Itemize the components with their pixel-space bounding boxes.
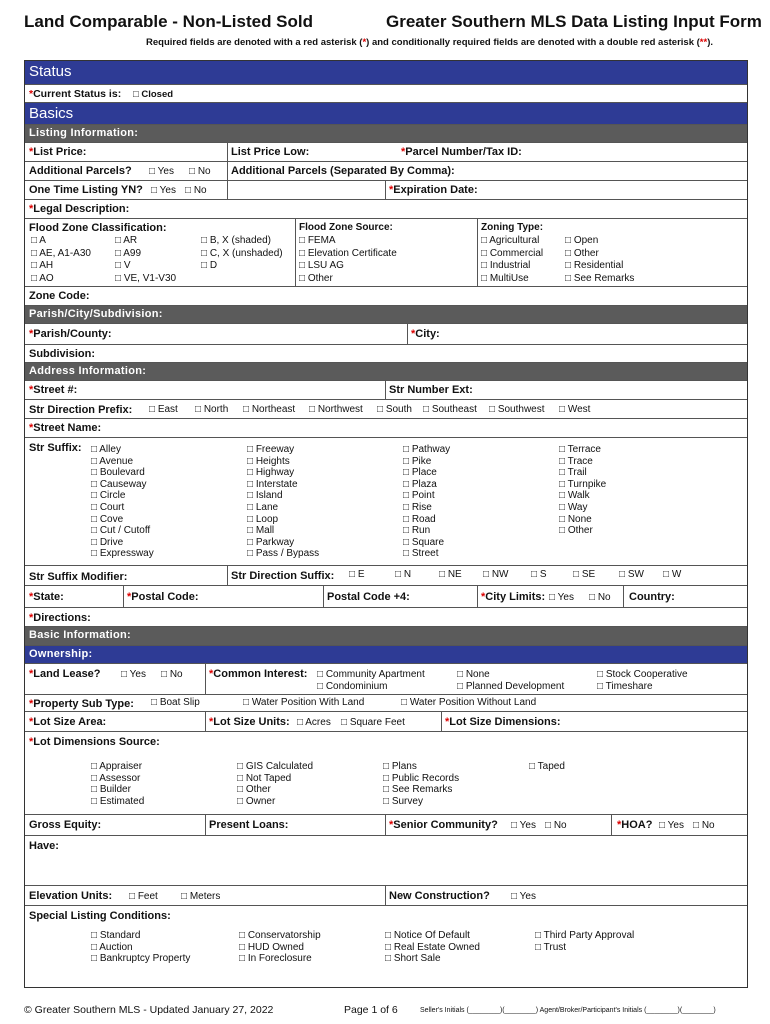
zone-code-row — [25, 287, 747, 306]
zoning-see-remarks[interactable]: □ See Remarks — [565, 272, 635, 284]
flood-classification-label: Flood Zone Classification: — [29, 222, 167, 234]
legal-label: Legal Description: — [33, 203, 130, 215]
postal4-label: Postal Code +4: — [327, 591, 410, 603]
required-note: Required fields are denoted with a red asterisk (*) and conditionally required fields are denoted with a double red asterisk (**). — [146, 37, 713, 48]
present-loans-label: Present Loans: — [209, 819, 289, 831]
list-price-label: List Price: — [33, 146, 87, 158]
zone-code-label: Zone Code: — [29, 290, 90, 302]
senior-no[interactable]: □ No — [545, 820, 567, 831]
src-gis[interactable]: □ GIS Calculated — [237, 761, 314, 772]
ci-condominium[interactable]: □ Condominium — [317, 681, 388, 692]
flood-source-label: Flood Zone Source: — [299, 222, 393, 233]
prefix-west[interactable]: □ West — [559, 404, 591, 415]
new-construction-label: New Construction? — [389, 890, 490, 902]
suffix-dir-nw[interactable]: □ NW — [483, 569, 509, 580]
form-subtitle: Greater Southern MLS Data Listing Input Form — [386, 12, 762, 31]
suffix-place[interactable]: □ Place — [403, 467, 437, 479]
suffix-lane[interactable]: □ Lane — [247, 501, 279, 513]
zoning-other[interactable]: □ Other — [565, 247, 599, 259]
suffix-pass[interactable]: □ Pass / Bypass — [247, 548, 320, 560]
sub-type-water-with-land[interactable]: □ Water Position With Land — [243, 697, 365, 708]
zoning-label: Zoning Type: — [481, 222, 544, 233]
land-lease-yes[interactable]: □ Yes — [121, 669, 146, 680]
dir-prefix-label: Str Direction Prefix: — [29, 404, 133, 416]
zoning-industrial[interactable]: □ Industrial — [481, 260, 531, 271]
lot-dims-source-row: *Lot Dimensions Source: □ Appraiser □ Assessor □ Builder □ Estimated □ GIS Calculated □ Not Taped □ Other □ Owner □ Plans □ Public Records □ See Remarks □ Survey □ Taped — [25, 732, 747, 815]
hoa-no[interactable]: □ No — [693, 820, 715, 831]
suffix-trail[interactable]: □ Trail — [559, 467, 587, 479]
source-lsu[interactable]: □ LSU AG — [299, 260, 344, 271]
suffix-expressway[interactable]: □ Expressway — [91, 548, 154, 560]
prefix-southeast[interactable]: □ Southeast — [423, 404, 477, 415]
flood-ar[interactable]: □ AR — [115, 235, 138, 246]
flood-c[interactable]: □ C, X (unshaded) — [201, 247, 283, 259]
have-label: Have: — [29, 840, 59, 852]
sp-hud-owned[interactable]: □ HUD Owned — [239, 941, 304, 953]
sp-notice-of-default[interactable]: □ Notice Of Default — [385, 930, 470, 941]
city-limits-label: City Limits: — [485, 591, 546, 603]
sp-bankruptcy[interactable]: □ Bankruptcy Property — [91, 953, 191, 965]
suffix-road[interactable]: □ Road — [403, 513, 436, 525]
flood-d[interactable]: □ D — [201, 260, 218, 271]
footer-initials: Seller's Initials (________)(________) Agent/Broker/Participant's Initials (________)(________) — [420, 1007, 716, 1014]
have-row — [25, 836, 747, 886]
additional-parcels-row — [25, 162, 747, 181]
suffix-other[interactable]: □ Other — [559, 525, 593, 537]
src-see-remarks[interactable]: □ See Remarks — [383, 784, 453, 796]
one-time-label: One Time Listing YN? — [29, 184, 143, 196]
zoning-multiuse[interactable]: □ MultiUse — [481, 272, 529, 284]
additional-parcels-label: Additional Parcels? — [29, 165, 132, 177]
prefix-northeast[interactable]: □ Northeast — [243, 404, 296, 415]
list-price-low-label: List Price Low: — [231, 146, 310, 158]
land-lease-label: Land Lease? — [33, 668, 101, 680]
suffix-causeway[interactable]: □ Causeway — [91, 478, 147, 490]
sp-in-foreclosure[interactable]: □ In Foreclosure — [239, 953, 312, 965]
src-public-records[interactable]: □ Public Records — [383, 772, 460, 784]
suffix-pike[interactable]: □ Pike — [403, 455, 432, 467]
suffix-rise[interactable]: □ Rise — [403, 501, 432, 513]
suffix-way[interactable]: □ Way — [559, 501, 588, 513]
suffix-terrace[interactable]: □ Terrace — [559, 444, 601, 455]
sub-type-boat-slip[interactable]: □ Boat Slip — [151, 697, 200, 708]
one-time-row: One Time Listing YN? □ Yes □ No *Expiration Date: — [25, 181, 747, 200]
ci-timeshare[interactable]: □ Timeshare — [597, 681, 653, 692]
gross-equity-label: Gross Equity: — [29, 819, 102, 831]
suffix-cove[interactable]: □ Cove — [91, 513, 124, 525]
flood-ae[interactable]: □ AE, A1-A30 — [31, 247, 91, 259]
list-price-row: *List Price: List Price Low: *Parcel Number/Tax ID: — [25, 143, 747, 162]
suffix-loop[interactable]: □ Loop — [247, 513, 279, 525]
zoning-residential[interactable]: □ Residential — [565, 260, 624, 271]
src-owner[interactable]: □ Owner — [237, 795, 276, 807]
parish-section-header: Parish/City/Subdivision: — [25, 306, 747, 324]
sp-conservatorship[interactable]: □ Conservatorship — [239, 930, 321, 941]
subdivision-row — [25, 345, 747, 363]
new-construction-yes[interactable]: □ Yes — [511, 891, 536, 902]
prefix-north[interactable]: □ North — [195, 404, 229, 415]
gross-equity-row: Gross Equity: Present Loans: *Senior Community? □ Yes □ No *HOA? □ Yes □ No — [25, 815, 747, 836]
flood-zone-row — [25, 219, 747, 287]
flood-ao[interactable]: □ AO — [31, 272, 54, 284]
suffix-point[interactable]: □ Point — [403, 490, 435, 502]
suffix-dir-se[interactable]: □ SE — [573, 569, 596, 580]
suffix-drive[interactable]: □ Drive — [91, 536, 124, 548]
footer-page: Page 1 of 6 — [344, 1004, 398, 1016]
sub-type-row: *Property Sub Type: □ Boat Slip □ Water Position With Land □ Water Position Without Land — [25, 695, 747, 712]
suffix-alley[interactable]: □ Alley — [91, 444, 121, 455]
additional-parcels-yes[interactable]: □ Yes — [149, 166, 174, 177]
flood-a[interactable]: □ A — [31, 235, 46, 246]
state-label: State: — [33, 591, 64, 603]
suffix-label: Str Suffix: — [29, 442, 82, 454]
suffix-heights[interactable]: □ Heights — [247, 455, 290, 467]
suffix-none[interactable]: □ None — [559, 513, 592, 525]
suffix-avenue[interactable]: □ Avenue — [91, 455, 134, 467]
suffix-cutoff[interactable]: □ Cut / Cutoff — [91, 525, 151, 537]
suffix-circle[interactable]: □ Circle — [91, 490, 126, 502]
ci-planned-development[interactable]: □ Planned Development — [457, 681, 565, 692]
suffix-mall[interactable]: □ Mall — [247, 525, 275, 537]
city-label: City: — [415, 328, 440, 340]
source-elevation[interactable]: □ Elevation Certificate — [299, 247, 397, 259]
prefix-south[interactable]: □ South — [377, 404, 412, 415]
suffix-island[interactable]: □ Island — [247, 490, 283, 502]
legal-row: *Legal Description: — [25, 200, 747, 219]
lot-size-units-label: Lot Size Units: — [213, 716, 290, 728]
hoa-yes[interactable]: □ Yes — [659, 820, 684, 831]
sub-type-water-without-land[interactable]: □ Water Position Without Land — [401, 697, 537, 708]
suffix-dir-n[interactable]: □ N — [395, 569, 412, 580]
units-square-feet[interactable]: □ Square Feet — [341, 717, 405, 728]
lot-dims-label: Lot Size Dimensions: — [449, 716, 561, 728]
src-plans[interactable]: □ Plans — [383, 761, 417, 772]
listing-info-header: Listing Information: — [25, 125, 747, 143]
directions-label: Directions: — [33, 612, 91, 624]
one-time-no[interactable]: □ No — [185, 185, 207, 196]
closed-checkbox[interactable]: □ Closed — [133, 89, 174, 100]
prefix-southwest[interactable]: □ Southwest — [489, 404, 545, 415]
expiration-label: Expiration Date: — [393, 184, 478, 196]
sp-short-sale[interactable]: □ Short Sale — [385, 953, 441, 965]
src-assessor[interactable]: □ Assessor — [91, 772, 141, 784]
str-number-ext-label: Str Number Ext: — [389, 384, 473, 396]
src-estimated[interactable]: □ Estimated — [91, 795, 145, 807]
street-name-label: Street Name: — [33, 422, 102, 434]
zoning-commercial[interactable]: □ Commercial — [481, 247, 544, 259]
source-other[interactable]: □ Other — [299, 272, 333, 284]
additional-parcels-no[interactable]: □ No — [189, 166, 211, 177]
ownership-header: Ownership: — [25, 646, 747, 664]
elevation-meters[interactable]: □ Meters — [181, 891, 221, 902]
postal-label: Postal Code: — [131, 591, 199, 603]
sp-third-party-approval[interactable]: □ Third Party Approval — [535, 930, 635, 941]
status-section-header: Status — [25, 61, 747, 85]
src-appraiser[interactable]: □ Appraiser — [91, 761, 143, 772]
hoa-label: HOA? — [621, 819, 653, 831]
street-name-row: *Street Name: — [25, 419, 747, 438]
form-title: Land Comparable - Non-Listed Sold — [24, 12, 314, 31]
suffix-dir-sw[interactable]: □ SW — [619, 569, 644, 580]
suffix-walk[interactable]: □ Walk — [559, 490, 590, 502]
sp-standard[interactable]: □ Standard — [91, 930, 141, 941]
parish-county-label: Parish/County: — [33, 328, 112, 340]
prefix-northwest[interactable]: □ Northwest — [309, 404, 363, 415]
prefix-east[interactable]: □ East — [149, 404, 178, 415]
suffix-boulevard[interactable]: □ Boulevard — [91, 467, 145, 479]
land-lease-row: *Land Lease? □ Yes □ No *Common Interest: □ Community Apartment □ Condominium □ None □ Planned Development □ Stock Cooperative □ Timeshare — [25, 664, 747, 695]
suffix-pathway[interactable]: □ Pathway — [403, 444, 451, 455]
directions-row: *Directions: — [25, 608, 747, 627]
address-section-header: Address Information: — [25, 363, 747, 381]
country-label: Country: — [629, 591, 675, 603]
special-conditions-label: Special Listing Conditions: — [29, 910, 171, 922]
elevation-row — [25, 886, 747, 906]
src-survey[interactable]: □ Survey — [383, 795, 423, 807]
lot-dims-source-label: Lot Dimensions Source: — [33, 736, 160, 748]
sp-auction[interactable]: □ Auction — [91, 941, 133, 953]
special-conditions-row — [25, 906, 747, 988]
suffix-freeway[interactable]: □ Freeway — [247, 444, 295, 455]
suffix-dir-s[interactable]: □ S — [531, 569, 547, 580]
one-time-yes[interactable]: □ Yes — [151, 185, 176, 196]
additional-parcels-comma-label: Additional Parcels (Separated By Comma): — [231, 165, 455, 177]
city-limits-yes[interactable]: □ Yes — [549, 592, 574, 603]
suffix-street[interactable]: □ Street — [403, 548, 439, 560]
state-row: *State: *Postal Code: Postal Code +4: *City Limits: □ Yes □ No Country: — [25, 586, 747, 608]
sp-real-estate-owned[interactable]: □ Real Estate Owned — [385, 941, 480, 953]
flood-ve[interactable]: □ VE, V1-V30 — [115, 272, 177, 284]
suffix-parkway[interactable]: □ Parkway — [247, 536, 295, 548]
units-acres[interactable]: □ Acres — [297, 717, 331, 728]
suffix-modifier-row — [25, 566, 747, 586]
src-other[interactable]: □ Other — [237, 784, 271, 796]
city-limits-no[interactable]: □ No — [589, 592, 611, 603]
dir-suffix-label: Str Direction Suffix: — [231, 570, 335, 582]
flood-a99[interactable]: □ A99 — [115, 247, 142, 259]
suffix-plaza[interactable]: □ Plaza — [403, 478, 437, 490]
flood-v[interactable]: □ V — [115, 260, 131, 271]
suffix-square[interactable]: □ Square — [403, 536, 445, 548]
suffix-dir-e[interactable]: □ E — [349, 569, 365, 580]
street-num-row: *Street #: Str Number Ext: — [25, 381, 747, 400]
dir-prefix-row — [25, 400, 747, 419]
parish-row: *Parish/County: *City: — [25, 324, 747, 345]
subdivision-label: Subdivision: — [29, 348, 95, 360]
zoning-agricultural[interactable]: □ Agricultural — [481, 235, 540, 246]
suffix-modifier-label: Str Suffix Modifier: — [29, 571, 128, 583]
status-row: *Current Status is: □ Closed — [25, 85, 747, 103]
lot-size-row: *Lot Size Area: *Lot Size Units: □ Acres □ Square Feet *Lot Size Dimensions: — [25, 712, 747, 732]
src-not-taped[interactable]: □ Not Taped — [237, 772, 292, 784]
lot-size-area-label: Lot Size Area: — [33, 716, 107, 728]
common-interest-label: Common Interest: — [213, 668, 308, 680]
suffix-dir-ne[interactable]: □ NE — [439, 569, 462, 580]
ci-community-apartment[interactable]: □ Community Apartment — [317, 669, 425, 680]
senior-yes[interactable]: □ Yes — [511, 820, 536, 831]
parcel-label: Parcel Number/Tax ID: — [405, 146, 522, 158]
suffix-row — [25, 438, 747, 566]
suffix-dir-w[interactable]: □ W — [663, 569, 682, 580]
elevation-feet[interactable]: □ Feet — [129, 891, 158, 902]
ci-stock-cooperative[interactable]: □ Stock Cooperative — [597, 669, 688, 680]
zoning-open[interactable]: □ Open — [565, 235, 599, 246]
suffix-turnpike[interactable]: □ Turnpike — [559, 478, 607, 490]
suffix-run[interactable]: □ Run — [403, 525, 431, 537]
elevation-units-label: Elevation Units: — [29, 890, 113, 902]
basics-section-header: Basics — [25, 103, 747, 125]
src-builder[interactable]: □ Builder — [91, 784, 131, 796]
suffix-trace[interactable]: □ Trace — [559, 455, 593, 467]
flood-b[interactable]: □ B, X (shaded) — [201, 235, 271, 246]
street-num-label: Street #: — [33, 384, 78, 396]
suffix-interstate[interactable]: □ Interstate — [247, 478, 298, 490]
land-lease-no[interactable]: □ No — [161, 669, 183, 680]
source-fema[interactable]: □ FEMA — [299, 235, 336, 246]
sub-type-label: Property Sub Type: — [33, 698, 134, 710]
src-taped[interactable]: □ Taped — [529, 761, 565, 772]
footer-copyright: © Greater Southern MLS - Updated January 27, 2022 — [24, 1004, 274, 1016]
basic-info-header: Basic Information: — [25, 627, 747, 646]
ci-none[interactable]: □ None — [457, 669, 490, 680]
flood-ah[interactable]: □ AH — [31, 260, 54, 271]
suffix-highway[interactable]: □ Highway — [247, 467, 295, 479]
form-frame — [24, 60, 748, 988]
sp-trust[interactable]: □ Trust — [535, 941, 567, 953]
senior-community-label: Senior Community? — [393, 819, 498, 831]
suffix-court[interactable]: □ Court — [91, 501, 125, 513]
